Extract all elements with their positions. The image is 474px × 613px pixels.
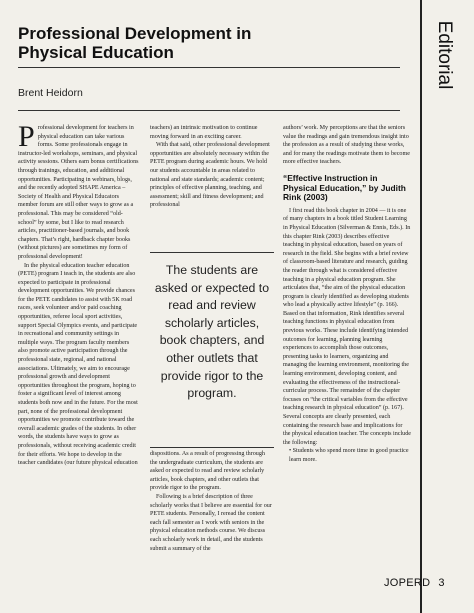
- section-label: Editorial: [434, 20, 455, 90]
- article-column-1: [18, 120, 140, 468]
- column-2-bottom: [150, 450, 272, 553]
- author-name: Brent Heidorn: [18, 87, 83, 99]
- article-column-2: [150, 124, 272, 552]
- paragraph: I first read this book chapter in 2004 — it is one of many chapters in a book titled Student Learning in Physical Education (Silverman & Ennis, Eds.). In this chapter Rink (2003) describes effective teaching in physical education, based on years of research in the field. She begins with a brief review of classroom-based literature and research, guiding the reader through what is considered effective teaching in a physical education program. She articulates that, “the aim of the physical education program is clearly identified as developing students who lead a physically active lifestyle” (p. 166). Based on that information, Rink identifies several teaching functions in physical education from previous works. These include identifying intended outcomes for learning, planning learning experiences to accomplish those outcomes, presenting tasks to learners, organizing and managing the learning environment, monitoring the learning environment, developing content, and evaluating the effectiveness of the instructional-curricular process. The remainder of the chapter focuses on “the critical variables from the effective teaching research in physical education” (p. 167). Several concepts are clearly presented, each containing the research base and implications for the physical education teacher. The concepts include the following:: [283, 207, 411, 446]
- paragraph: authors’ work. My perceptions are that the seniors value the readings and gain tremendous insight into the profession as a result of studying these works, and for many the readings motivate them to become more effective teachers.: [283, 125, 410, 166]
- article-column-3: [283, 124, 411, 465]
- article-title-line2: Physical Education: [18, 43, 174, 62]
- page-footer: [384, 577, 445, 589]
- paragraph: teachers) an intrinsic motivation to continue moving forward in an exciting career.: [150, 125, 258, 140]
- column-2-top: [150, 124, 272, 244]
- paragraph: In the physical education teacher education (PETE) program I teach in, the students are also expected to participate in professional development opportunities. We provide chances for the PETE candidates to assist with 5K road races, seek volunteer and/or paid coaching opportunities, referee local sport activities, support Special Olympics events, and participate in recreational and community settings in multiple ways. The program faculty members also promote active participation through the professional state, regional, and national associations. Ultimately, we aim to encourage professional growth and development opportunities throughout the program, hoping to foster a significant level of interest among students both now and in the future. For the most part, none of the professional development opportunities we promote contribute toward the overall academic grades of the students. In other words, the students have ways to grow as professionals, without receiving academic credit for their efforts. We hope to develop in the teacher candidates (our future physical education: [18, 262, 138, 467]
- paragraph: rofessional development for teachers in physical education can take various forms. Some professionals engage in instructor-led workshops, seminars, and physical activity sessions. Others earn bonus certifications through trainings, education, and additional opportunities. Participating in webinars, blogs, and the recently adopted SHAPE America – Society of Health and Physical Educators member forum are still other ways to grow as a professional. This may be considered “old-school” by some, but I like to read research articles, practitioner-based journals, and book chapters. That’s right, hardback chapter books (without pictures) are sometimes my form of professional development!: [18, 125, 139, 260]
- journal-name: JOPERD: [384, 577, 431, 589]
- title-rule: [18, 67, 400, 68]
- page-number: 3: [438, 577, 445, 589]
- paragraph: With that said, other professional development opportunities are absolutely necessary within the PETE program during academic hours. We hold our students accountable in areas related to national and state standards; academic content; principles of effective planning, teaching, and assessment; skill and fitness development; and professional: [150, 142, 270, 209]
- paragraph: Following is a brief description of three scholarly works that I believe are essential for our PETE students. Personally, I reread the content each fall semester as I work with seniors in the physical education methods course. We discuss each scholarly work in detail, and the students submit a summary of the: [150, 493, 272, 552]
- article-title-line1: Professional Development in: [18, 24, 252, 43]
- bullet-item: • Students who spend more time in good practice learn more.: [289, 448, 409, 463]
- byline-rule: [18, 110, 400, 111]
- article-title: [18, 24, 398, 62]
- drop-cap: P: [18, 120, 35, 153]
- pull-quote: The students are asked or expected to read and review scholarly articles, book chapters, and other outlets that provide rigor to the program.: [150, 252, 274, 448]
- section-subhead: “Effective Instruction in Physical Education,” by Judith Rink (2003): [283, 172, 406, 203]
- paragraph: dispositions. As a result of progressing through the undergraduate curriculum, the students are asked or expected to read and review scholarly articles, book chapters, and other outlets that provide rigor to the program.: [150, 451, 265, 492]
- section-sidebar-bar: [420, 0, 422, 613]
